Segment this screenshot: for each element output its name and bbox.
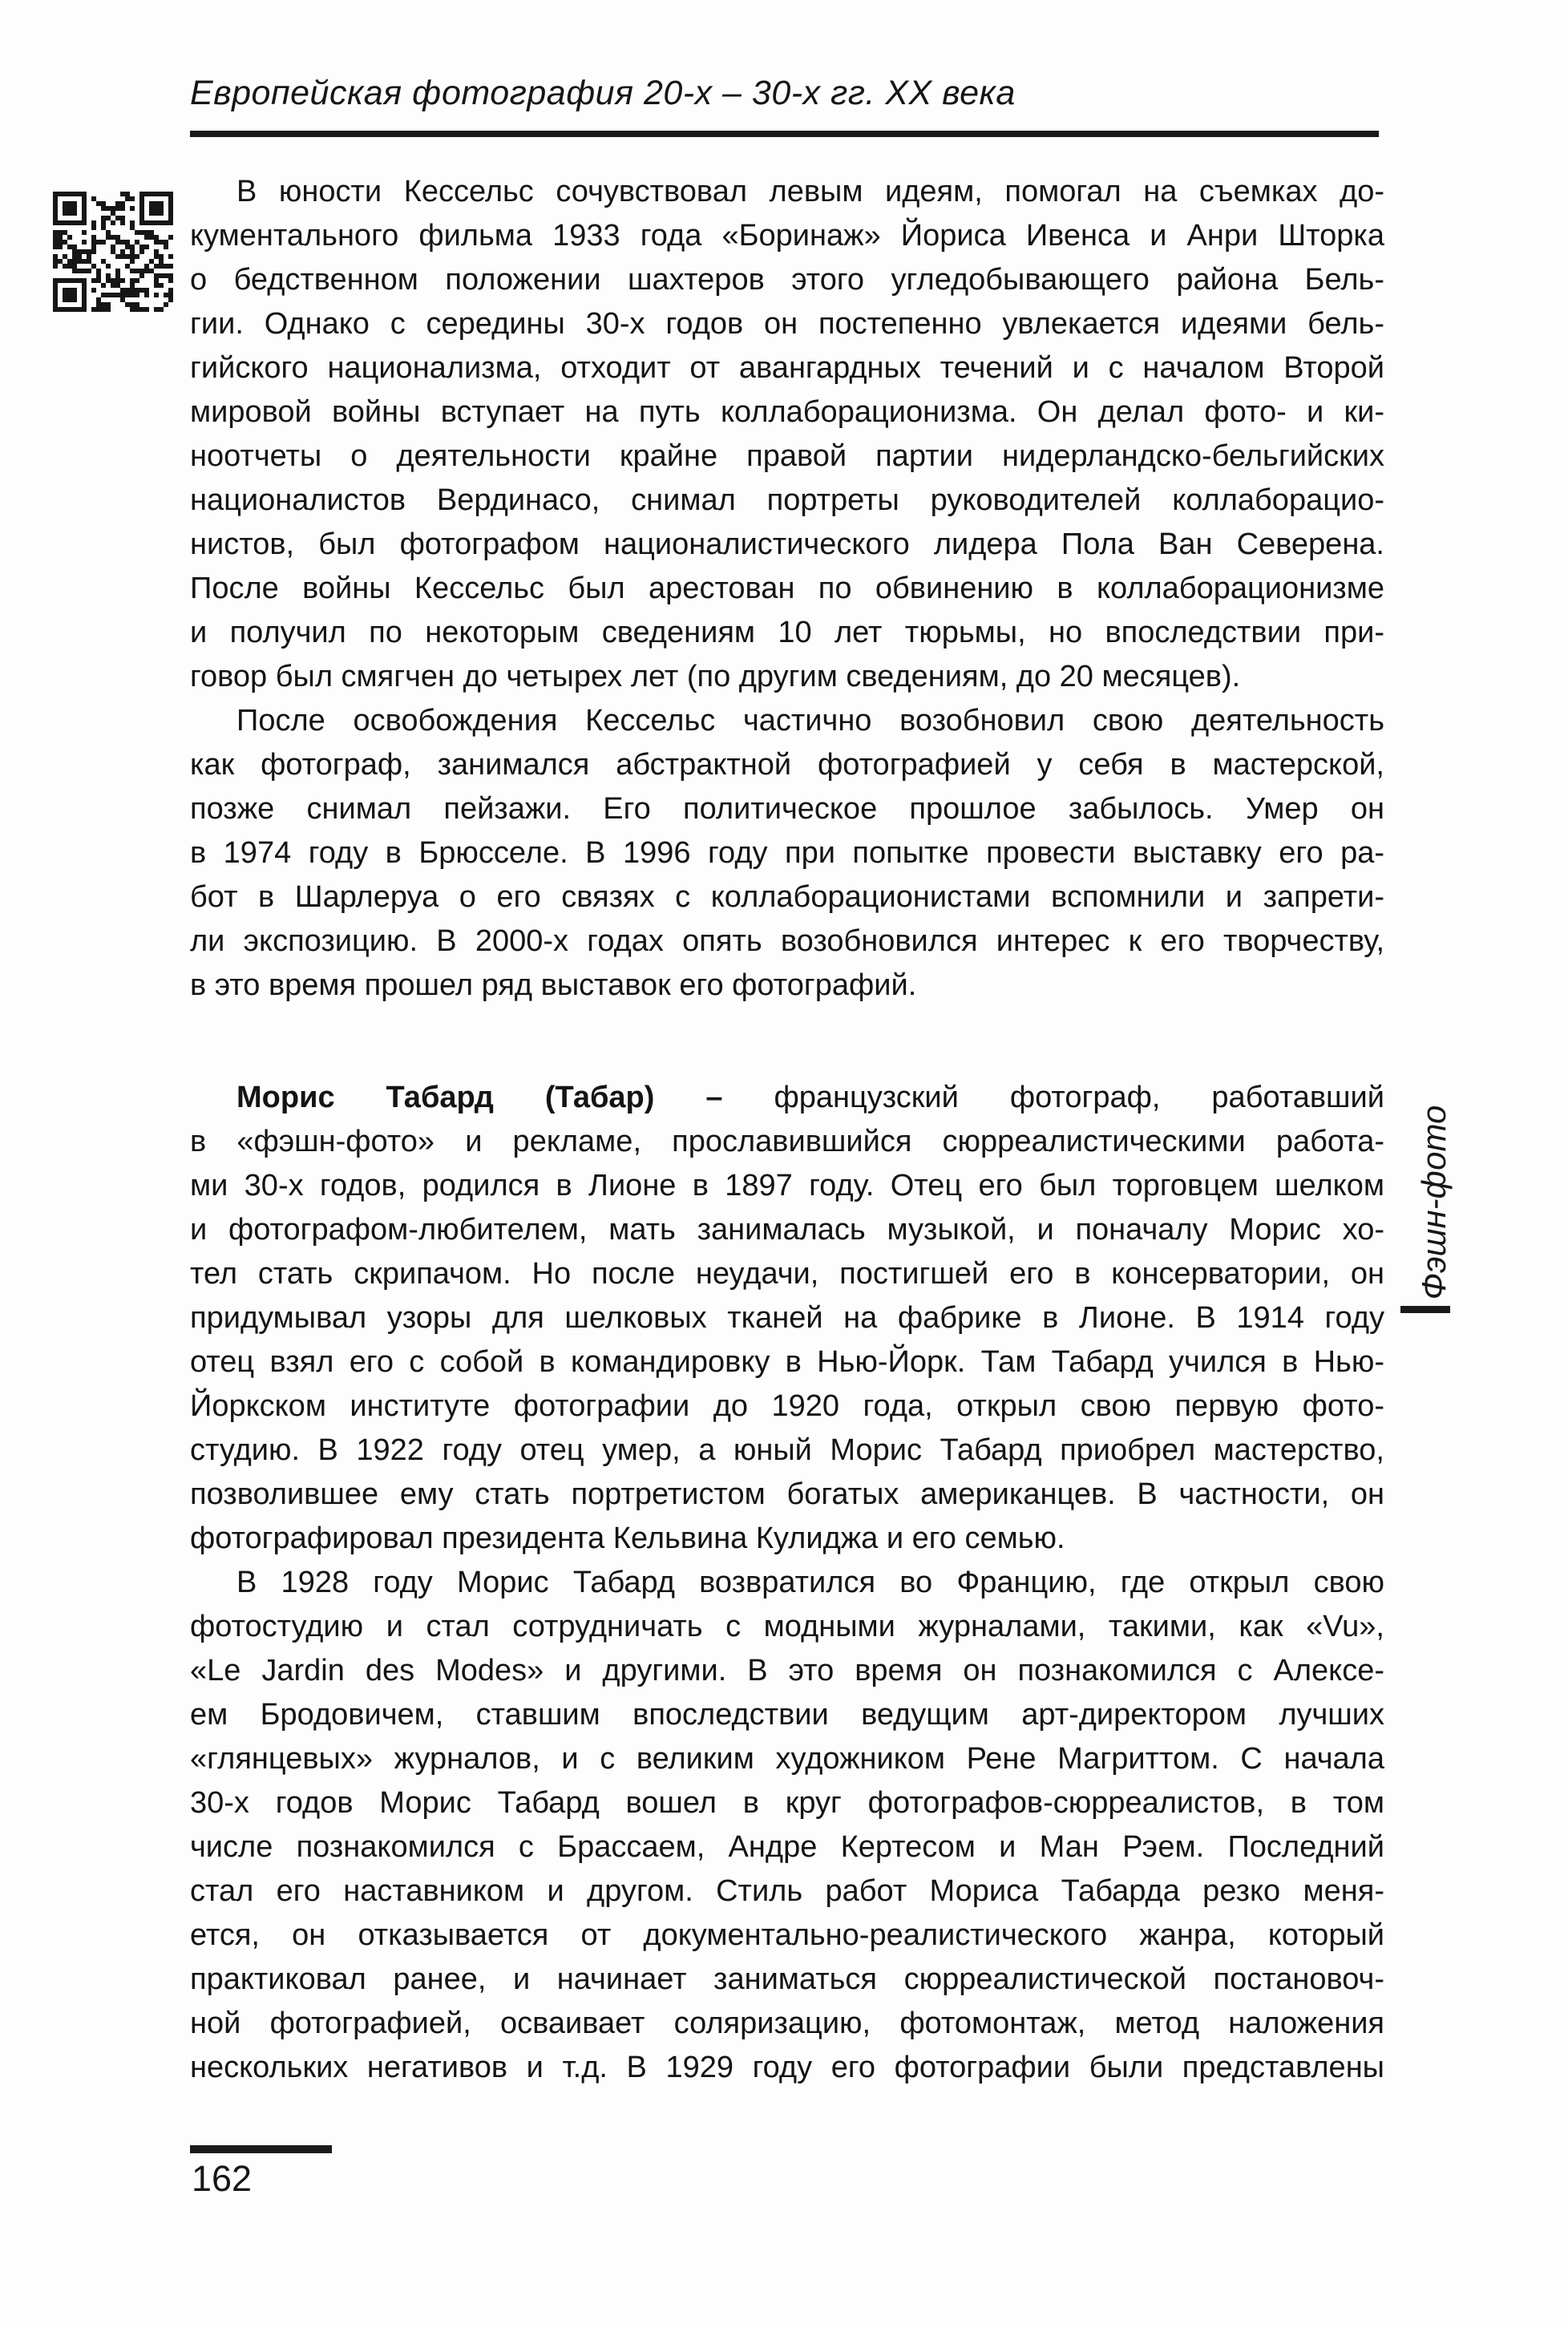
qr-code: [53, 192, 173, 312]
text-line: «глянцевых» журналов, и с великим художником Рене Магриттом. С начала: [190, 1742, 1384, 1776]
text-line: как фотограф, занимался абстрактной фотографией у себя в мастерской,: [190, 748, 1384, 782]
text-line: тел стать скрипачом. Но после неудачи, постигшей его в консерватории, он: [190, 1257, 1384, 1291]
text-line: фотографировал президента Кельвина Кулиджа и его семью.: [190, 1522, 1065, 1555]
text-line: Йоркском институте фотографии до 1920 года, открыл свою первую фото-: [190, 1389, 1384, 1423]
text-line: ем Бродовичем, ставшим впоследствии ведущим арт-директором лучших: [190, 1698, 1384, 1732]
text-line: позволившее ему стать портретистом богатых американцев. В частности, он: [190, 1477, 1384, 1511]
text-line: в 1974 году в Брюсселе. В 1996 году при попытке провести выставку его ра-: [190, 836, 1384, 870]
text-line: и фотографом-любителем, мать занималась музыкой, и поначалу Морис хо-: [190, 1213, 1384, 1247]
text-line: националистов Вердинасо, снимал портреты руководителей коллаборацио-: [190, 483, 1384, 517]
text-line: позже снимал пейзажи. Его политическое прошлое забылось. Умер он: [190, 792, 1384, 826]
body-text: [190, 170, 1384, 2090]
text-line: говор был смягчен до четырех лет (по другим сведениям, до 20 месяцев).: [190, 660, 1241, 693]
paragraph: [190, 699, 1384, 1008]
paragraph: [190, 1076, 1384, 1561]
text-line: и получил по некоторым сведениям 10 лет тюрьмы, но впоследствии при-: [190, 616, 1384, 649]
text-line: мировой войны вступает на путь коллаборационизма. Он делал фото- и ки-: [190, 395, 1384, 429]
text-line: кументального фильма 1933 года «Боринаж» Йориса Ивенса и Анри Шторка: [190, 219, 1384, 253]
text-line: ноотчеты о деятельности крайне правой партии нидерландско-бельгийских: [190, 439, 1384, 473]
entry-name: Морис Табард (Табар) –: [236, 1081, 723, 1114]
text-line: Морис Табард (Табар) – французский фотограф, работавший: [236, 1081, 1384, 1114]
text-line: в это время прошел ряд выставок его фотографий.: [190, 968, 917, 1002]
text-line: ется, он отказывается от документально-реалистического жанра, который: [190, 1918, 1384, 1952]
running-head: Европейская фотография 20-х – 30-х гг. XX века: [190, 74, 1016, 112]
text-line: нистов, был фотографом националистического лидера Пола Ван Северена.: [190, 527, 1384, 561]
text-line: 30-х годов Морис Табард вошел в круг фотографов-сюрреалистов, в том: [190, 1786, 1384, 1820]
text-line: отец взял его с собой в командировку в Нью-Йорк. Там Табард учился в Нью-: [190, 1345, 1384, 1379]
page-number: 162: [192, 2158, 253, 2199]
footer-rule: [190, 2145, 332, 2153]
text-line: гии. Однако с середины 30-х годов он постепенно увлекается идеями бель-: [190, 307, 1384, 341]
section-tab-label: Фэшн-фото: [1415, 1105, 1453, 1300]
text-line: числе познакомился с Брассаем, Андре Кертесом и Ман Рэем. Последний: [190, 1830, 1384, 1864]
text-line: ли экспозицию. В 2000-х годах опять возобновился интерес к его творчеству,: [190, 924, 1384, 958]
header-rule: [190, 131, 1379, 137]
paragraph: [190, 170, 1384, 699]
text-line: ми 30-х годов, родился в Лионе в 1897 году. Отец его был торговцем шелком: [190, 1169, 1384, 1202]
text-line: гийского национализма, отходит от авангардных течений и с началом Второй: [190, 351, 1384, 385]
text-line: После освобождения Кессельс частично возобновил свою деятельность: [236, 704, 1384, 738]
paragraph: [190, 1561, 1384, 2090]
text-line: о бедственном положении шахтеров этого угледобывающего района Бель-: [190, 263, 1384, 297]
text-line: нескольких негативов и т.д. В 1929 году его фотографии были представлены: [190, 2051, 1384, 2084]
section-tab-bar: [1400, 1306, 1450, 1313]
text-line: студию. В 1922 году отец умер, а юный Морис Табард приобрел мастерство,: [190, 1433, 1384, 1467]
text-line: После войны Кессельс был арестован по обвинению в коллаборационизме: [190, 572, 1384, 605]
text-line: практиковал ранее, и начинает заниматься сюрреалистической постановоч-: [190, 1962, 1384, 1996]
text-line: В юности Кессельс сочувствовал левым идеям, помогал на съемках до-: [236, 175, 1384, 208]
text-line: ной фотографией, осваивает соляризацию, фотомонтаж, метод наложения: [190, 2007, 1384, 2040]
text-line: В 1928 году Морис Табард возвратился во Францию, где открыл свою: [236, 1566, 1384, 1599]
text-line: бот в Шарлеруа о его связях с коллаборационистами вспомнили и запрети-: [190, 880, 1384, 914]
text-line: фотостудию и стал сотрудничать с модными журналами, такими, как «Vu»,: [190, 1610, 1384, 1643]
text-line: придумывал узоры для шелковых тканей на фабрике в Лионе. В 1914 году: [190, 1301, 1384, 1335]
text-line: в «фэшн-фото» и рекламе, прославившийся сюрреалистическими работа-: [190, 1125, 1384, 1158]
text-line: «Le Jardin des Modes» и другими. В это время он познакомился с Алексе-: [190, 1654, 1384, 1687]
text-line: стал его наставником и другом. Стиль работ Мориса Табарда резко меня-: [190, 1874, 1384, 1908]
